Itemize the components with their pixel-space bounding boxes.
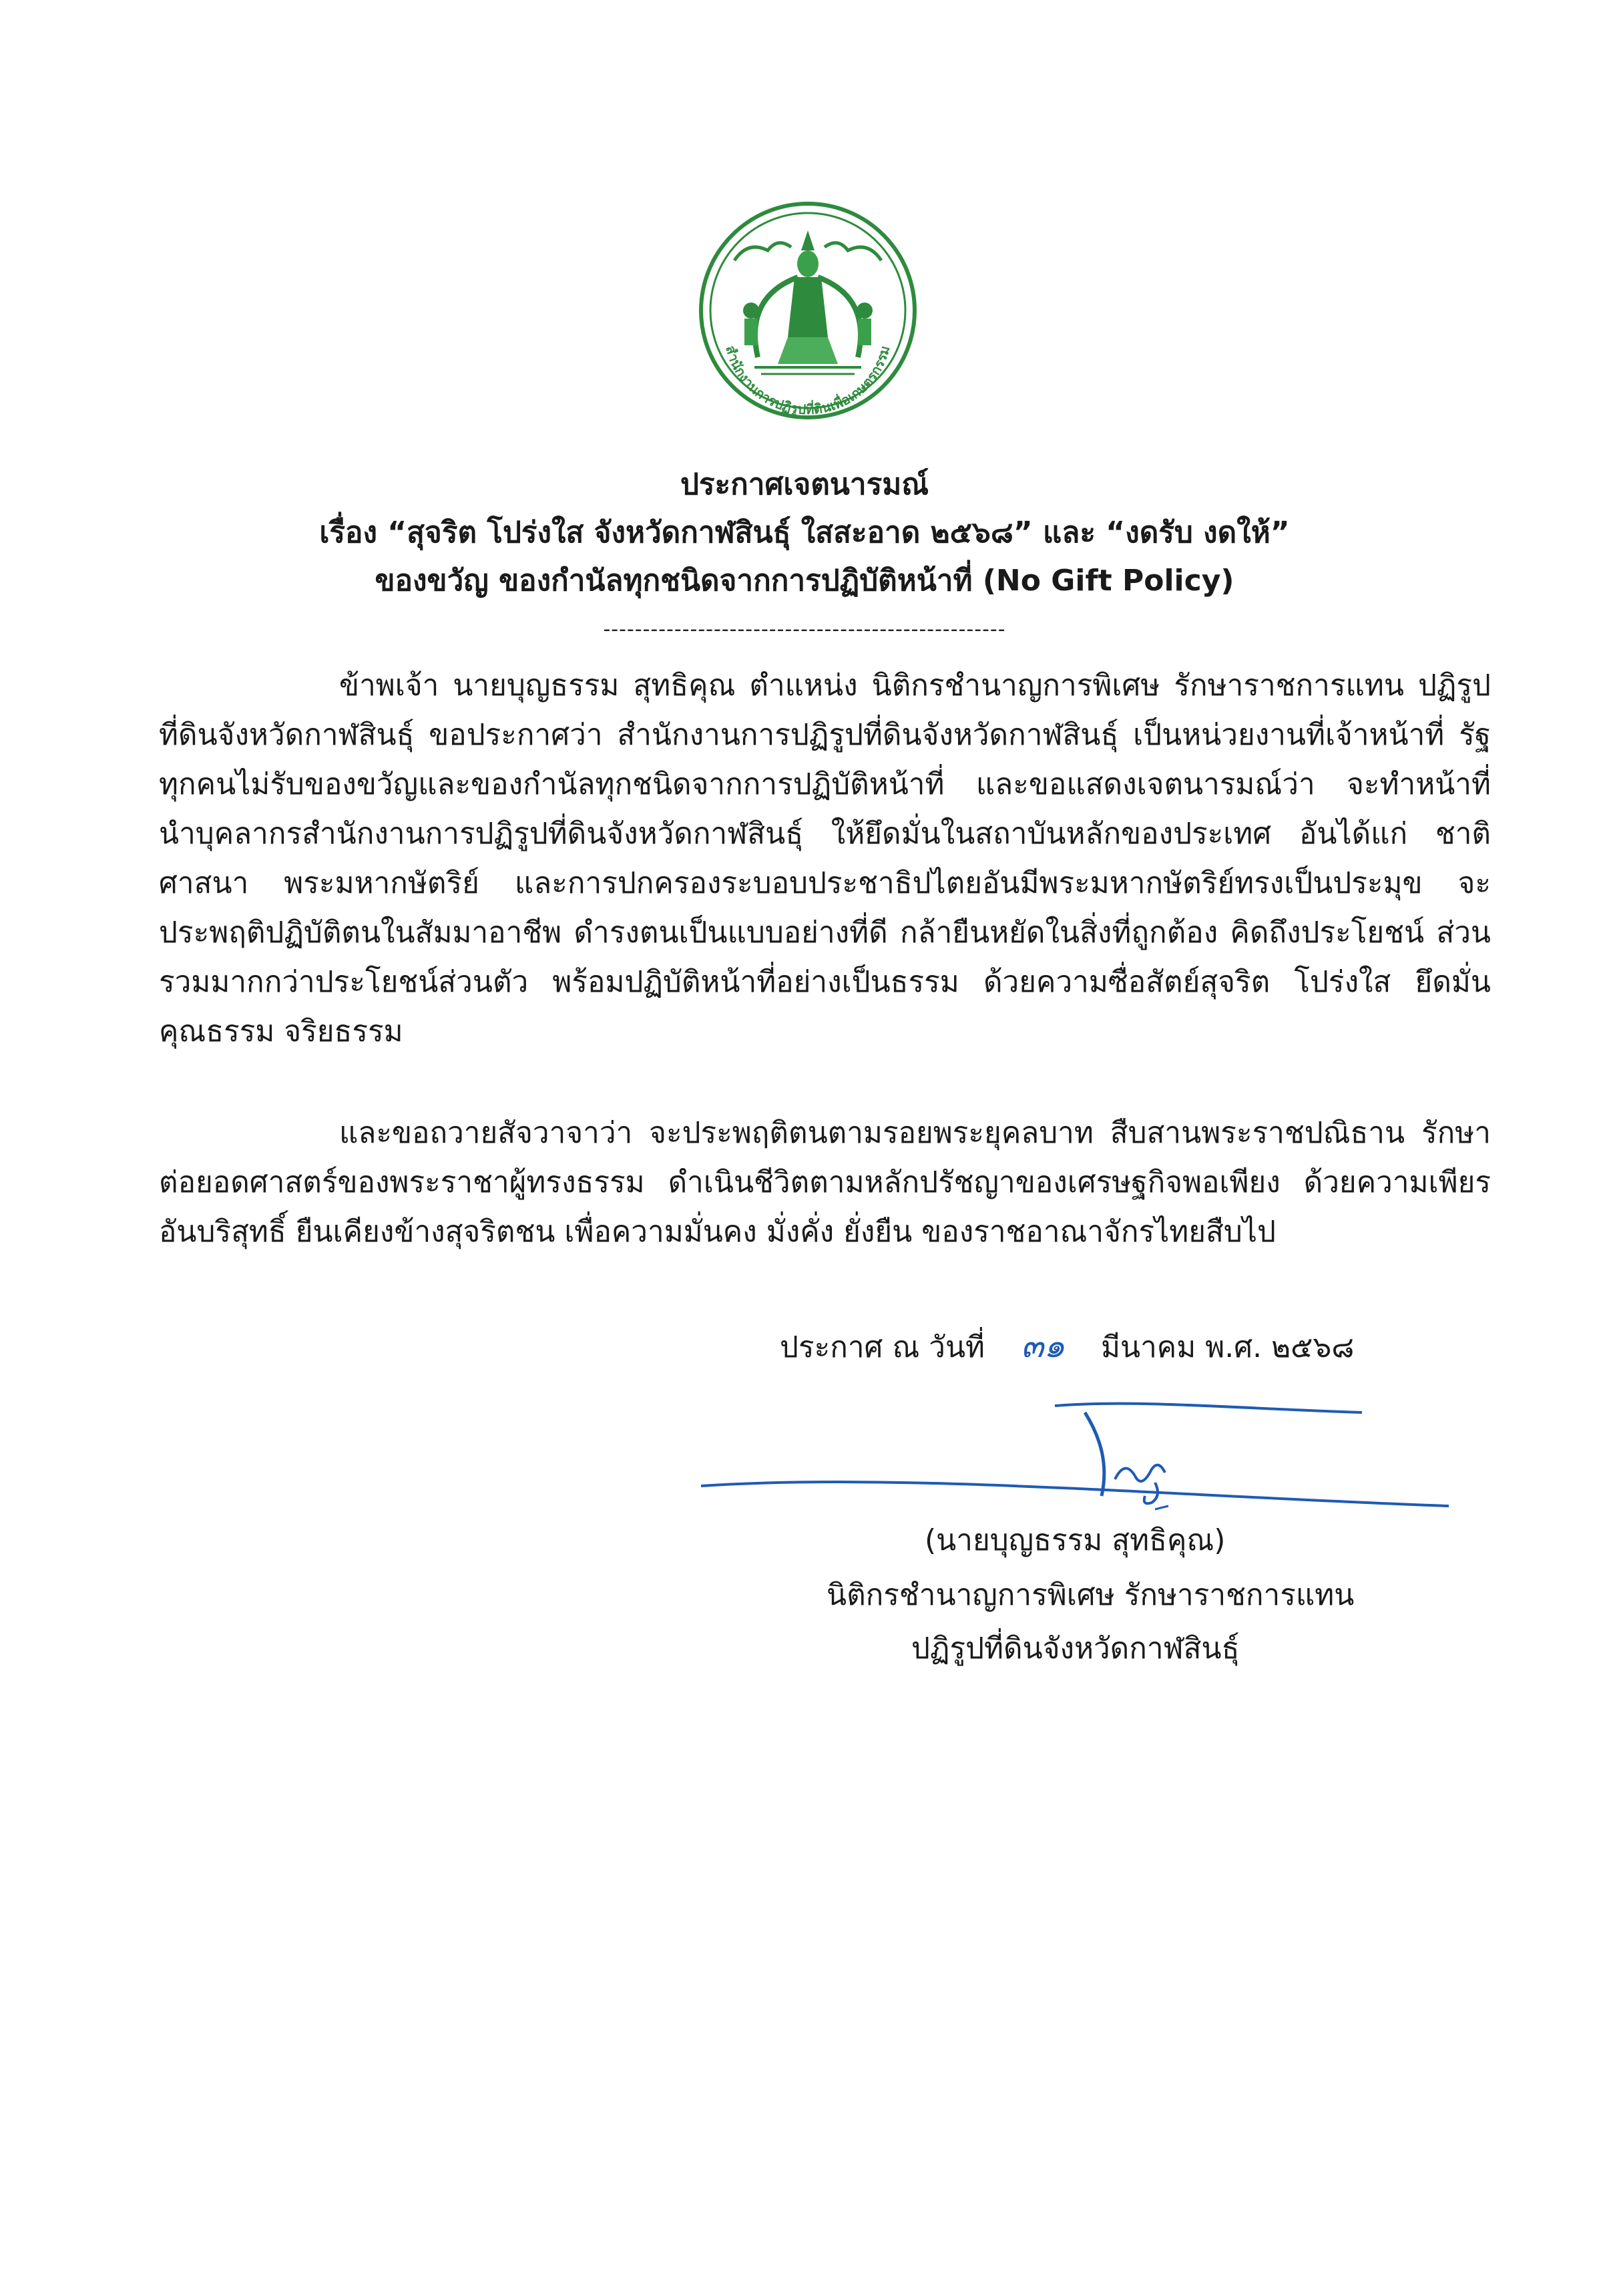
body-paragraph-1 bbox=[159, 661, 1491, 1057]
divider: --------------------------------------------------- bbox=[603, 618, 1006, 641]
paragraph-2-text: และขอถวายสัจวาจาว่า จะประพฤติตนตามรอยพระยุคลบาท สืบสานพระราชปณิธาน รักษา ต่อยอดศาสตร์ของพระราชาผู้ทรงธรรม ดำเนินชีวิตตามหลักปรัชญาของเศรษฐกิจพอเพียง ด้วยความเพียร อันบริสุทธิ์ ยืนเคียงข้างสุจริตชน เพื่อความมั่นคง มั่งคั่ง ยั่งยืน ของราชอาณาจักรไทยสืบไป bbox=[159, 1116, 1491, 1249]
date-month-year: มีนาคม พ.ศ. ๒๕๖๘ bbox=[1100, 1330, 1355, 1364]
paragraph-1-text: ข้าพเจ้า นายบุญธรรม สุทธิคุณ ตำแหน่ง นิติกรชำนาญการพิเศษ รักษาราชการแทน ปฏิรูปที่ดินจังหวัดกาฬสินธุ์ ขอประกาศว่า สำนักงานการปฏิรูปที่ดินจังหวัดกาฬสินธุ์ เป็นหน่วยงานที่เจ้าหน้าที่ รัฐทุกคนไม่รับของขวัญและของกำนัลทุกชนิดจากการปฏิบัติหน้าที่ และขอแสดงเจตนารมณ์ว่า จะทำหน้าที่ นำบุคลากรสำนักงานการปฏิรูปที่ดินจังหวัดกาฬสินธุ์ ให้ยึดมั่นในสถาบันหลักของประเทศ อันได้แก่ ชาติ ศาสนา พระมหากษัตริย์ และการปกครองระบอบประชาธิปไตยอันมีพระมหากษัตริย์ทรงเป็นประมุข จะประพฤติปฏิบัติตนในสัมมาอาชีพ ดำรงตนเป็นแบบอย่างที่ดี กล้ายืนหยัดในสิ่งที่ถูกต้อง คิดถึงประโยชน์ ส่วนรวมมากกว่าประโยชน์ส่วนตัว พร้อมปฏิบัติหน้าที่อย่างเป็นธรรม ด้วยความซื่อสัตย์สุจริต โปร่งใส ยึดมั่น คุณธรรม จริยธรรม bbox=[159, 668, 1491, 1048]
handwritten-signature-icon bbox=[701, 1386, 1449, 1526]
announcement-subject-cont: ของขวัญ ของกำนัลทุกชนิดจากการปฏิบัติหน้าที่ (No Gift Policy) bbox=[375, 564, 1234, 598]
date-prefix: ประกาศ ณ วันที่ bbox=[780, 1330, 985, 1364]
signatory-office: ปฏิรูปที่ดินจังหวัดกาฬสินธุ์ bbox=[911, 1632, 1240, 1666]
signatory-name: (นายบุญธรรม สุทธิคุณ) bbox=[925, 1523, 1226, 1557]
org-seal-icon bbox=[694, 197, 921, 424]
signatory-position: นิติกรชำนาญการพิเศษ รักษาราชการแทน bbox=[827, 1578, 1355, 1612]
svg-text:สำนักงานการปฏิรูปที่ดินเพื่อเก: สำนักงานการปฏิรูปที่ดินเพื่อเกษตรกรรม bbox=[722, 343, 893, 418]
date-day-handwritten: ๓๑ bbox=[1021, 1326, 1065, 1365]
announcement-title: ประกาศเจตนารมณ์ bbox=[680, 467, 929, 502]
announcement-date bbox=[780, 1321, 1354, 1372]
announcement-subject: เรื่อง “สุจริต โปร่งใส จังหวัดกาฬสินธุ์ ใสสะอาด ๒๕๖๘” และ “งดรับ งดให้” bbox=[319, 516, 1290, 550]
body-paragraph-2 bbox=[159, 1109, 1491, 1257]
